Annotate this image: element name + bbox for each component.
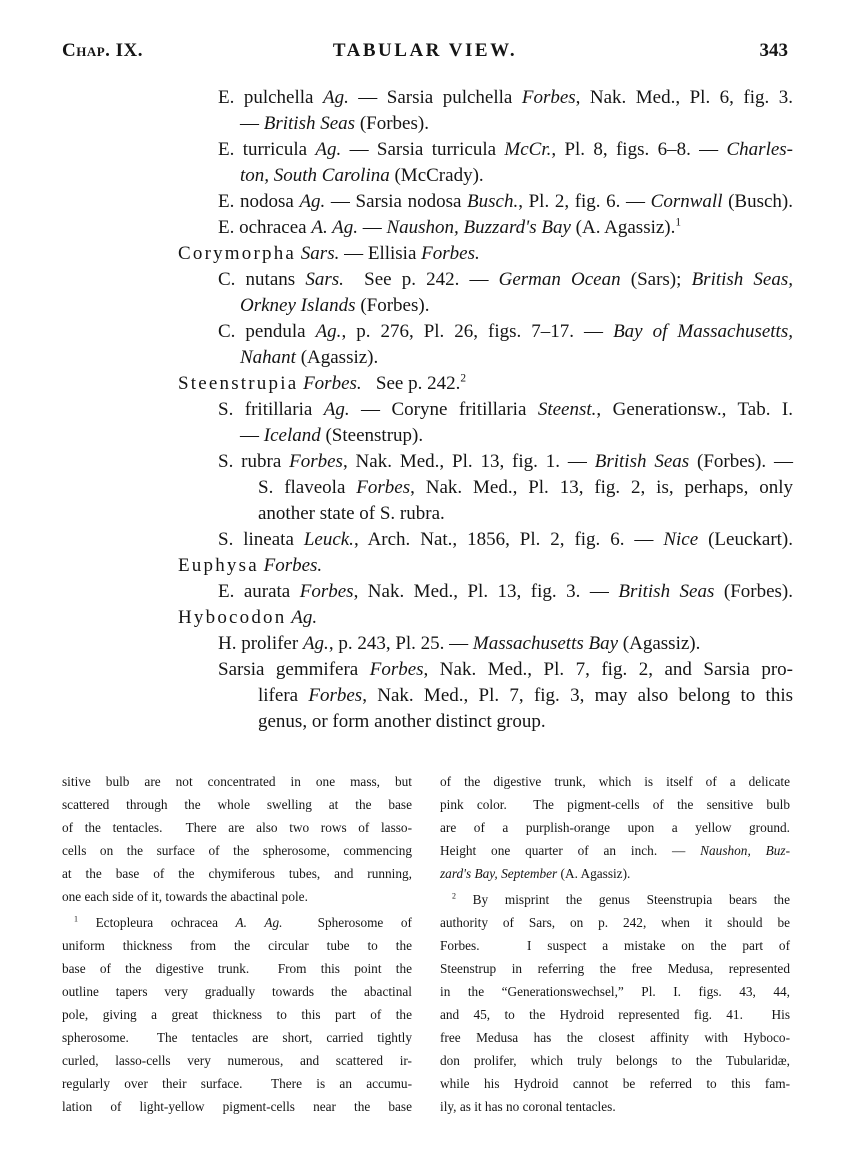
tabular-line: — Iceland (Steenstrup). (240, 425, 424, 446)
footnote-line: and 45, to the Hydroid represented fig. 41. His (440, 1007, 790, 1022)
footnote-line: while his Hydroid cannot be referred to this fam- (440, 1076, 790, 1091)
running-head (62, 40, 788, 70)
footnote-line: in the “Generationswechsel,” Pl. I. figs. 43, 44, (440, 984, 790, 999)
footnote-line: base of the digestive trunk. From this point the (62, 961, 412, 976)
footnote-line: scattered through the whole swelling at the base (62, 797, 412, 812)
tabular-line: S. fritillaria Ag. — Coryne fritillaria Steenst., Generationsw., Tab. I. (218, 399, 793, 420)
tabular-line: Corymorpha Sars. — Ellisia Forbes. (178, 243, 480, 264)
tabular-line: genus, or form another distinct group. (258, 711, 546, 732)
footnote-line: curled, lasso-cells very numerous, and scattered ir- (62, 1053, 412, 1068)
footnote-line: are of a purplish-orange upon a yellow ground. (440, 820, 790, 835)
tabular-line: Steenstrupia Forbes. See p. 242.$^2$ (178, 372, 467, 394)
tabular-line: Nahant (Agassiz). (240, 347, 379, 368)
tabular-line: C. pendula Ag., p. 276, Pl. 26, figs. 7–17. — Bay of Massachusetts, (218, 321, 793, 342)
footnote-line: $^1$ Ectopleura ochracea A. Ag. Spherosome of (74, 914, 412, 930)
footnote-line: spherosome. The tentacles are short, carried tightly (62, 1030, 412, 1045)
footnote-line: pink color. The pigment-cells of the sensitive bulb (440, 797, 790, 812)
chapter-label: Chap. IX. (62, 40, 144, 61)
footnote-line: one each side of it, towards the abactinal pole. (62, 889, 308, 904)
footnote-line: ily, as it has no coronal tentacles. (440, 1099, 616, 1114)
footnote-line: Forbes. I suspect a mistake on the part of (440, 938, 790, 953)
footnote-line: Height one quarter of an inch. — Naushon, Buz- (440, 843, 790, 858)
footnote-line: outline tapers very gradually towards the abactinal (62, 984, 412, 999)
footnote-line: cells on the surface of the spherosome, commencing (62, 843, 412, 858)
page-title: TABULAR VIEW. (332, 40, 518, 61)
tabular-line: Orkney Islands (Forbes). (240, 295, 430, 316)
footnote-line: regularly over their surface. There is an accumu- (62, 1076, 412, 1091)
footnote-line: authority of Sars, on p. 242, when it should be (440, 915, 790, 930)
tabular-line: E. aurata Forbes, Nak. Med., Pl. 13, fig. 3. — British Seas (Forbes). (218, 581, 793, 602)
footnote-line: don prolifer, which truly belongs to the Tubularidæ, (440, 1053, 790, 1068)
tabular-line: another state of S. rubra. (258, 503, 445, 524)
tabular-line: E. pulchella Ag. — Sarsia pulchella Forbes, Nak. Med., Pl. 6, fig. 3. (218, 87, 794, 108)
page-number: 343 (759, 40, 788, 61)
tabular-line: S. lineata Leuck., Arch. Nat., 1856, Pl. 2, fig. 6. — Nice (Leuckart). (218, 529, 793, 550)
footnote-line: uniform thickness from the circular tube to the (62, 938, 412, 953)
footnote-line: pole, giving a great thickness to this part of the (62, 1007, 412, 1022)
footnote-line: lation of light-yellow pigment-cells near the base (62, 1099, 412, 1114)
tabular-line: ton, South Carolina (McCrady). (240, 165, 484, 186)
tabular-line: H. prolifer Ag., p. 243, Pl. 25. — Massachusetts Bay (Agassiz). (218, 633, 701, 654)
tabular-line: E. turricula Ag. — Sarsia turricula McCr., Pl. 8, figs. 6–8. — Charles- (218, 139, 793, 160)
tabular-line: E. ochracea A. Ag. — Naushon, Buzzard's Bay (A. Agassiz).$^1$ (218, 216, 682, 238)
tabular-line: lifera Forbes, Nak. Med., Pl. 7, fig. 3, may also belong to this (258, 685, 794, 706)
tabular-line: C. nutans Sars. See p. 242. — German Ocean (Sars); British Seas, (218, 269, 794, 290)
footnote-line: $^2$ By misprint the genus Steenstrupia bears the (452, 891, 790, 907)
tabular-line: Hybocodon Ag. (178, 607, 318, 628)
tabular-line: Sarsia gemmifera Forbes, Nak. Med., Pl. 7, fig. 2, and Sarsia pro- (218, 659, 793, 680)
footnote-line: sitive bulb are not concentrated in one mass, but (62, 774, 412, 789)
footnote-line: at the base of the chymiferous tubes, and running, (62, 866, 412, 881)
footnote-line: zard's Bay, September (A. Agassiz). (440, 866, 631, 881)
tabular-line: — British Seas (Forbes). (240, 113, 429, 134)
footnote-line: free Medusa has the closest affinity with Hyboco- (440, 1030, 790, 1045)
tabular-line: S. rubra Forbes, Nak. Med., Pl. 13, fig. 1. — British Seas (Forbes). — (218, 451, 793, 472)
tabular-line: E. nodosa Ag. — Sarsia nodosa Busch., Pl. 2, fig. 6. — Cornwall (Busch). (218, 191, 794, 212)
footnote-line: of the digestive trunk, which is itself of a delicate (440, 774, 790, 789)
footnote-line: of the tentacles. There are also two rows of lasso- (62, 820, 412, 835)
tabular-line: S. flaveola Forbes, Nak. Med., Pl. 13, fig. 2, is, perhaps, only (258, 477, 793, 498)
footnote-line: Steenstrup in referring the free Medusa, represented (440, 961, 790, 976)
tabular-line: Euphysa Forbes. (178, 555, 323, 576)
